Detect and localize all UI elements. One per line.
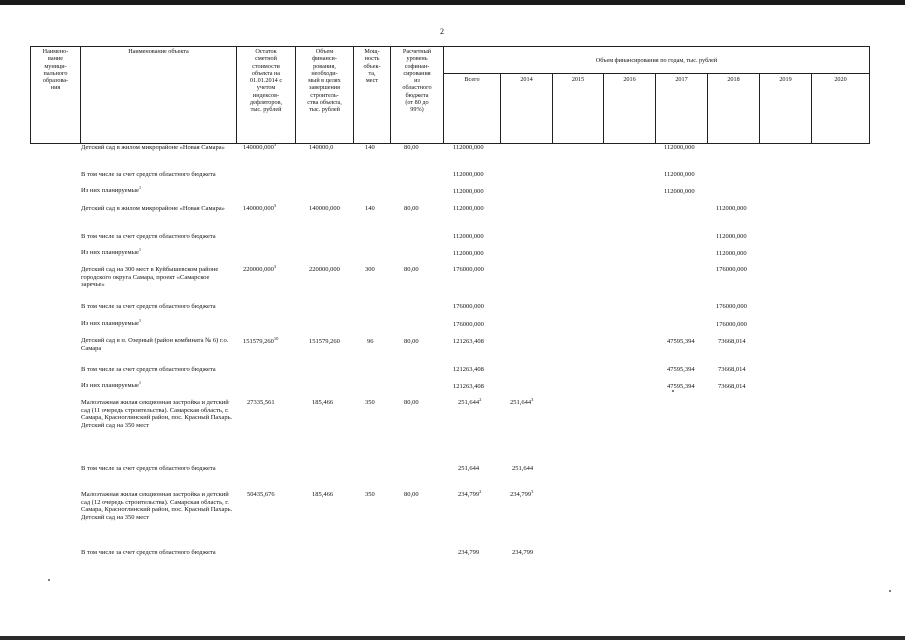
remaining-cost: 151579,260$^{10}$ xyxy=(243,335,279,345)
object-name: В том числе за счет средств областного бюджета xyxy=(81,465,216,472)
year-2018-value: 112000,000 xyxy=(716,205,747,212)
scan-speck xyxy=(48,579,50,581)
cofinancing-rate: 80,00 xyxy=(404,266,419,273)
remaining-cost: 220000,000$^3$ xyxy=(243,263,277,273)
header-year-2017: 2017 xyxy=(675,76,688,83)
object-name: Из них планируемые$^1$ xyxy=(81,317,142,327)
total: 251,644$^2$ xyxy=(458,396,482,406)
total: 112000,000 xyxy=(453,205,484,212)
total: 121263,408 xyxy=(453,383,484,390)
header-capacity: Мощ- ность объек- та, мест xyxy=(363,48,381,85)
year-2018-value: 176000,000 xyxy=(716,266,747,273)
capacity: 140 xyxy=(365,205,375,212)
scan-edge-bottom xyxy=(0,636,905,640)
page-number: 2 xyxy=(440,27,444,36)
total: 251,644 xyxy=(458,465,480,472)
header-object-name: Наименование объекта xyxy=(128,48,189,55)
remaining-cost: 140000,000$^3$ xyxy=(243,141,277,151)
total: 112000,000 xyxy=(453,250,484,257)
year-2018-value: 176000,000 xyxy=(716,303,747,310)
funding-volume: 185,466 xyxy=(312,399,334,406)
cofinancing-rate: 80,00 xyxy=(404,205,419,212)
funding-volume: 220000,000 xyxy=(309,266,340,273)
total: 234,799$^2$ xyxy=(458,488,482,498)
capacity: 350 xyxy=(365,491,375,498)
capacity: 350 xyxy=(365,399,375,406)
scan-speck xyxy=(672,390,674,392)
header-municipality: Наимено- вание муници- пального образова- ния xyxy=(42,48,69,92)
header-year-2018: 2018 xyxy=(727,76,740,83)
total: 121263,408 xyxy=(453,366,484,373)
cofinancing-rate: 80,00 xyxy=(404,338,419,345)
header-funding-volume: Объем финанси- рования, необходи- мый в целях завершения строитель- ства объекта, тыс. рублей xyxy=(307,48,342,114)
object-name: В том числе за счет средств областного бюджета xyxy=(81,303,216,310)
year-2014-value: 234,799$^3$ xyxy=(510,488,534,498)
year-2014-value: 234,799 xyxy=(512,549,534,556)
total: 112000,000 xyxy=(453,171,484,178)
year-2017-value: 112000,000 xyxy=(664,171,695,178)
header-year-2014: 2014 xyxy=(520,76,533,83)
cofinancing-rate: 80,00 xyxy=(404,491,419,498)
cofinancing-rate: 80,00 xyxy=(404,144,419,151)
object-name: В том числе за счет средств областного бюджета xyxy=(81,366,216,373)
object-name: В том числе за счет средств областного бюджета xyxy=(81,233,216,240)
total: 112000,000 xyxy=(453,233,484,240)
total: 121263,408 xyxy=(453,338,484,345)
header-funding-by-years: Объем финансирования по годам, тыс. рублей xyxy=(595,57,718,64)
object-name: Из них планируемые$^1$ xyxy=(81,379,142,389)
object-name: В том числе за счет средств областного бюджета xyxy=(81,549,216,556)
year-2017-value: 112000,000 xyxy=(664,144,695,151)
object-name: Детский сад на 300 мест в Куйбышевском районе городского округа Самара, проект «Самарское заречье» xyxy=(81,266,219,288)
header-cofinancing-rate: Расчетный уровень софинан- сирования из областного бюджета (от 80 до 99%) xyxy=(402,48,432,114)
year-2014-value: 251,644 xyxy=(512,465,534,472)
year-2018-value: 73668,014 xyxy=(718,338,746,345)
year-2018-value: 176000,000 xyxy=(716,321,747,328)
cofinancing-rate: 80,00 xyxy=(404,399,419,406)
funding-volume: 151579,260 xyxy=(309,338,340,345)
total: 176000,000 xyxy=(453,266,484,273)
year-2018-value: 112000,000 xyxy=(716,250,747,257)
object-name: Детский сад в жилом микрорайоне «Новая Самара» xyxy=(81,144,225,151)
scan-edge-top xyxy=(0,0,905,5)
object-name: Детский сад в жилом микрорайоне «Новая Самара» xyxy=(81,205,225,212)
year-2017-value: 47595,394 xyxy=(667,383,695,390)
year-2014-value: 251,644$^3$ xyxy=(510,396,534,406)
year-2017-value: 112000,000 xyxy=(664,188,695,195)
year-2017-value: 47595,394 xyxy=(667,366,695,373)
header-year-2016: 2016 xyxy=(623,76,636,83)
total: 112000,000 xyxy=(453,144,484,151)
header-remaining-cost: Остаток сметной стоимости объекта на 01.01.2014 с учетом индексов- дефляторов, тыс. рублей xyxy=(249,48,283,114)
total: 112000,000 xyxy=(453,188,484,195)
object-name: Из них планируемые$^1$ xyxy=(81,246,142,256)
remaining-cost: 140000,000$^3$ xyxy=(243,202,277,212)
capacity: 300 xyxy=(365,266,375,273)
year-2018-value: 73668,014 xyxy=(718,383,746,390)
funding-volume: 185,466 xyxy=(312,491,334,498)
scan-speck xyxy=(889,590,891,592)
object-name: В том числе за счет средств областного бюджета xyxy=(81,171,216,178)
header-year-2020: 2020 xyxy=(834,76,847,83)
total: 176000,000 xyxy=(453,303,484,310)
object-name: Малоэтажная жилая секционная застройка и детский сад (12 очередь строительства). Самарская область, г. Самара, Красноглинский район, пос. Красный Пахарь. Детский сад на 350 мест xyxy=(81,491,233,521)
object-name: Малоэтажная жилая секционная застройка и детский сад (11 очередь строительства). Самарская область, г. Самара, Красноглинский район, пос. Красный Пахарь. Детский сад на 350 мест xyxy=(81,399,233,429)
remaining-cost: 27335,561 xyxy=(247,399,275,406)
capacity: 96 xyxy=(367,338,374,345)
remaining-cost: 50435,676 xyxy=(247,491,275,498)
object-name: Детский сад в п. Озерный (район комбината № 6) г.о. Самара xyxy=(81,337,229,352)
object-name: Из них планируемые$^1$ xyxy=(81,184,142,194)
header-year-2015: 2015 xyxy=(571,76,585,83)
funding-volume: 140000,0 xyxy=(309,144,334,151)
capacity: 140 xyxy=(365,144,375,151)
header-year-2019: 2019 xyxy=(779,76,792,83)
total: 176000,000 xyxy=(453,321,484,328)
funding-volume: 140000,000 xyxy=(309,205,340,212)
year-2018-value: 73668,014 xyxy=(718,366,746,373)
year-2018-value: 112000,000 xyxy=(716,233,747,240)
year-2017-value: 47595,394 xyxy=(667,338,695,345)
header-year-total: Всего xyxy=(464,76,480,83)
total: 234,799 xyxy=(458,549,480,556)
